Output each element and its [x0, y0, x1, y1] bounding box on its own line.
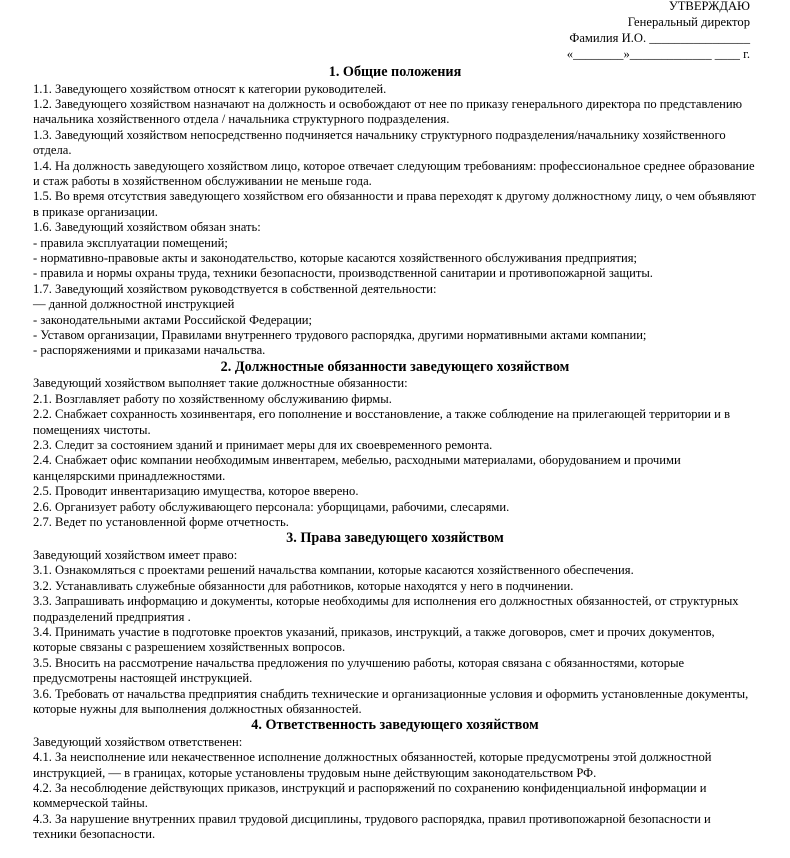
- paragraph: 1.7. Заведующий хозяйством руководствуется в собственной деятельности:: [33, 281, 437, 296]
- section-heading-rights: 3. Права заведующего хозяйством: [286, 530, 504, 547]
- paragraph: 2.3. Следит за состоянием зданий и принимает меры для их своевременного ремонта.: [33, 437, 493, 452]
- paragraph: 4.3. За нарушение внутренних правил трудовой дисциплины, трудового распорядка, правил противопожарной безопасности и техники безопасности.: [33, 811, 711, 842]
- section-heading-duties: 2. Должностные обязанности заведующего хозяйством: [220, 358, 570, 375]
- paragraph: 3.1. Ознакомляться с проектами решений начальства компании, которые касаются хозяйственного обеспечения.: [33, 563, 634, 578]
- paragraph: 3.5. Вносить на рассмотрение начальства предложения по улучшению работы, которая связана с обязанностями, которые предусмотрены настоящей инструкцией.: [33, 655, 685, 686]
- approval-title: УТВЕРЖДАЮ: [668, 0, 750, 13]
- paragraph: 1.6. Заведующий хозяйством обязан знать:: [33, 220, 261, 235]
- paragraph: 2.4. Снабжает офис компании необходимым инвентарем, мебелью, расходными материалами, оборудованием и прочими канцелярскими принадлежностями.: [33, 453, 681, 483]
- paragraph: 2.7. Ведет по установленной форме отчетность.: [33, 514, 289, 529]
- paragraph: 2.6. Организует работу обслуживающего персонала: уборщицами, рабочими, слесарями.: [33, 499, 510, 514]
- list-item: - законодательными актами Российской Федерации;: [33, 312, 313, 327]
- paragraph: 3.4. Принимать участие в подготовке проектов указаний, приказов, инструкций, а также договоров, смет и прочих документов, которые связаны с разрешением хозяйственных вопросов.: [33, 624, 715, 655]
- paragraph: 4.2. За несоблюдение действующих приказов, инструкций и распоряжений по сохранению конфиденциальной информации и коммерческой тайны.: [33, 781, 707, 811]
- list-item: — данной должностной инструкцией: [33, 297, 235, 312]
- paragraph: 1.5. Во время отсутствия заведующего хозяйством его обязанности и права переходят к другому должностному лицу, о чем объявляют в приказе организации.: [33, 189, 756, 219]
- paragraph: 2.5. Проводит инвентаризацию имущества, которое вверено.: [33, 484, 359, 499]
- paragraph: 1.4. На должность заведующего хозяйством лицо, которое отвечает следующим требованиям: профессиональное среднее образование и стаж работы в хозяйственном обслуживании не меньше года.: [33, 158, 755, 188]
- approval-block: [490, 0, 750, 62]
- paragraph: 3.6. Требовать от начальства предприятия снабдить технические и организационные условия и оформить установленные документы, которые нужны для выполнения должностных обязанностей.: [33, 686, 749, 716]
- list-item: - распоряжениями и приказами начальства.: [33, 343, 266, 358]
- paragraph: 1.2. Заведующего хозяйством назначают на должность и освобождают от нее по приказу генерального директора по представлению начальника хозяйственного отдела / начальника структурного подразделения.: [33, 96, 743, 127]
- section-heading-responsibility: 4. Ответственность заведующего хозяйством: [251, 717, 539, 734]
- paragraph: 1.1. Заведующего хозяйством относят к категории руководителей.: [33, 81, 387, 96]
- paragraph: 2.1. Возглавляет работу по хозяйственному обслуживанию фирмы.: [33, 391, 392, 406]
- document-body: [33, 64, 757, 843]
- paragraph: Заведующий хозяйством выполняет такие должностные обязанности:: [33, 376, 408, 391]
- approval-name-line: Фамилия И.О. ________________: [569, 31, 750, 45]
- approval-date-line: «________»_____________ ____ г.: [566, 47, 750, 61]
- list-item: - правила и нормы охраны труда, техники безопасности, производственной санитарии и противопожарной защиты.: [33, 266, 653, 281]
- paragraph: 1.3. Заведующий хозяйством непосредственно подчиняется начальнику структурного подразделения/начальнику хозяйственного отдела.: [33, 127, 726, 158]
- section-heading-general: 1. Общие положения: [328, 64, 462, 80]
- paragraph: 3.2. Устанавливать служебные обязанности для работников, которые находятся у него в подчинении.: [33, 578, 574, 593]
- paragraph: 2.2. Снабжает сохранность хозинвентаря, его пополнение и восстановление, а также соблюдение на прилегающей территории и в помещениях чистоты.: [33, 407, 731, 437]
- list-item: - нормативно-правовые акты и законодательство, которые касаются хозяйственного обслуживания предприятия;: [33, 250, 638, 265]
- paragraph: Заведующий хозяйством имеет право:: [33, 547, 238, 562]
- paragraph: Заведующий хозяйством ответственен:: [33, 734, 243, 749]
- approval-position: Генеральный директор: [627, 15, 750, 29]
- list-item: - правила эксплуатации помещений;: [33, 235, 228, 250]
- list-item: - Уставом организации, Правилами внутреннего трудового распорядка, другими нормативными актами компании;: [33, 328, 647, 342]
- paragraph: 3.3. Запрашивать информацию и документы, которые необходимы для исполнения его должностных обязанностей, от структурных подразделений предприятия .: [33, 594, 739, 624]
- paragraph: 4.1. За неисполнение или некачественное исполнение должностных обязанностей, которые предусмотрены этой должностной инструкцией, — в границах, которые установлены трудовым ныне действующим законодательством РФ.: [33, 750, 712, 780]
